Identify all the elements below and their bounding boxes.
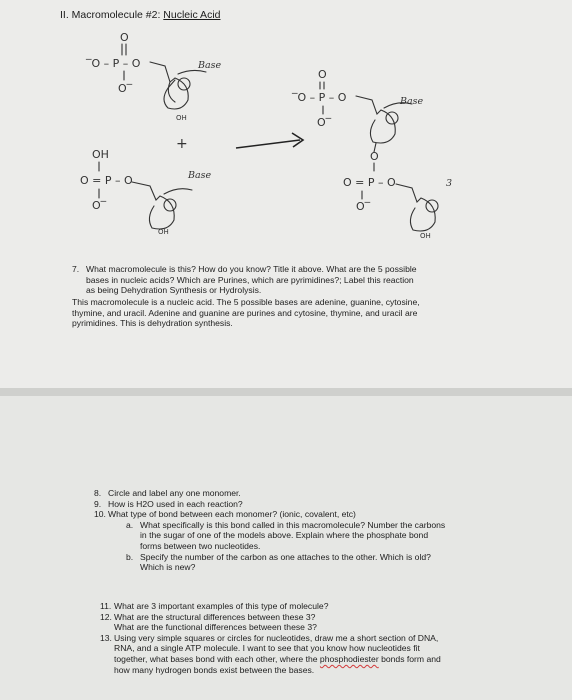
question-12 (100, 612, 441, 623)
question-10 (94, 509, 445, 520)
product-phosphate-o: O (318, 68, 327, 81)
question-8-number: 8. (94, 488, 102, 498)
phosphate-row-left-bottom: O = P – O (80, 174, 133, 187)
question-10a-line-1: What specifically is this bond called in this macromolecule? Number the carbons (140, 519, 446, 530)
oh-label-left-top: OH (176, 114, 187, 122)
question-11-text: What are 3 important examples of this type of molecule? (114, 601, 329, 611)
question-10a-line-2: in the sugar of one of the models above. Explain where the phosphate bond (140, 530, 429, 541)
heading-title: Nucleic Acid (163, 9, 221, 21)
product-phosphate-o-minus-bottom: O‾ (356, 200, 371, 213)
question-10b-line-2: Which is new? (140, 562, 196, 573)
question-8 (94, 488, 445, 499)
page-divider (0, 388, 572, 396)
phosphate-o-minus-left: ‾O – P – O (86, 57, 141, 70)
three-label-product: 3 (446, 178, 453, 189)
question-10a-letter: a. (126, 519, 134, 530)
question-10a-line-3: forms between two nucleotides. (140, 540, 261, 551)
question-7-line-3: as being Dehydration Synthesis or Hydrolysis. (86, 285, 262, 296)
base-label-product-top: Base (400, 96, 424, 107)
question-10b (94, 552, 445, 563)
phosphate-o-top: O (120, 31, 129, 44)
question-10b-line-1: Specify the number of the carbon as one attaches to the other. Which is old? (140, 551, 431, 562)
question-9-number: 9. (94, 498, 102, 509)
question-10b-letter: b. (126, 551, 134, 562)
phosphate-o-minus-bottom: O‾ (118, 82, 133, 95)
product-phosphate-row-top: ‾O – P – O (292, 91, 347, 104)
product-phosphate-row-bottom: O = P – O (343, 176, 396, 189)
questions-11-13 (100, 601, 441, 675)
question-13-line-3-post: bonds form and (378, 653, 441, 664)
base-label-left-top: Base (198, 60, 222, 71)
spellcheck-flagged-word: phosphodiester (319, 653, 379, 664)
product-dinucleotide (291, 68, 438, 231)
oh-label-product: OH (420, 232, 431, 240)
answer-line-3: pyrimidines. This is dehydration synthesis. (72, 318, 233, 329)
phosphate-o-minus-left-bottom: O‾ (92, 199, 107, 212)
question-7-answer (72, 297, 420, 329)
reaction-arrow (236, 133, 303, 148)
question-13-line-3-pre: together, what bases bond with each other, where the (114, 653, 320, 664)
question-13-line-2: RNA, and a single ATP molecule. I want to see that you know how nucleotides fit (114, 643, 420, 654)
question-12-text-2: What are the functional differences between these 3? (114, 622, 317, 633)
left-bottom-nucleotide (80, 148, 192, 229)
oh-label-left-bottom: OH (158, 228, 169, 236)
answer-line-1: This macromolecule is a nucleic acid. The 5 possible bases are adenine, guanine, cytosine, (72, 297, 420, 307)
oh-label-phosphate: OH (92, 148, 109, 161)
question-9-text: How is H2O used in each reaction? (108, 498, 243, 509)
question-10a (94, 520, 445, 531)
question-9 (94, 499, 445, 510)
question-13-line-3 (100, 654, 441, 665)
question-13-line-4: how many hydrogen bonds exist between the bases. (114, 664, 315, 675)
question-13-number: 13. (100, 632, 112, 643)
question-7 (72, 264, 417, 296)
question-12-number: 12. (100, 611, 112, 622)
product-linking-o: O (370, 150, 379, 163)
question-10-text: What type of bond between each monomer? (ionic, covalent, etc) (108, 509, 356, 520)
question-12-text: What are the structural differences between these 3? (114, 611, 316, 622)
plus-sign: + (176, 136, 188, 152)
question-8-text: Circle and label any one monomer. (108, 488, 241, 498)
questions-8-10 (94, 488, 445, 573)
base-label-left-bottom: Base (188, 170, 212, 181)
question-13-line-1: Using very simple squares or circles for nucleotides, draw me a short section of DNA, (114, 632, 439, 643)
product-phosphate-o-minus-top: O‾ (317, 116, 332, 129)
question-11-number: 11. (100, 601, 112, 611)
question-7-number: 7. (72, 264, 80, 274)
nucleotide-drawing (0, 0, 572, 260)
answer-line-2: thymine, and uracil. Adenine and guanine are purines and cytosine, thymine, and uracil are (72, 307, 418, 318)
question-10-number: 10. (94, 509, 106, 520)
question-11 (100, 601, 441, 612)
left-top-nucleotide (85, 31, 206, 109)
question-13 (100, 633, 441, 644)
heading-prefix: II. Macromolecule #2: (60, 9, 164, 21)
question-7-line-2: bases in nucleic acids? Which are Purines, which are pyrimidines?; Label this reaction (86, 274, 414, 285)
question-7-line-1: What macromolecule is this? How do you know? Title it above. What are the 5 possible (86, 264, 417, 274)
